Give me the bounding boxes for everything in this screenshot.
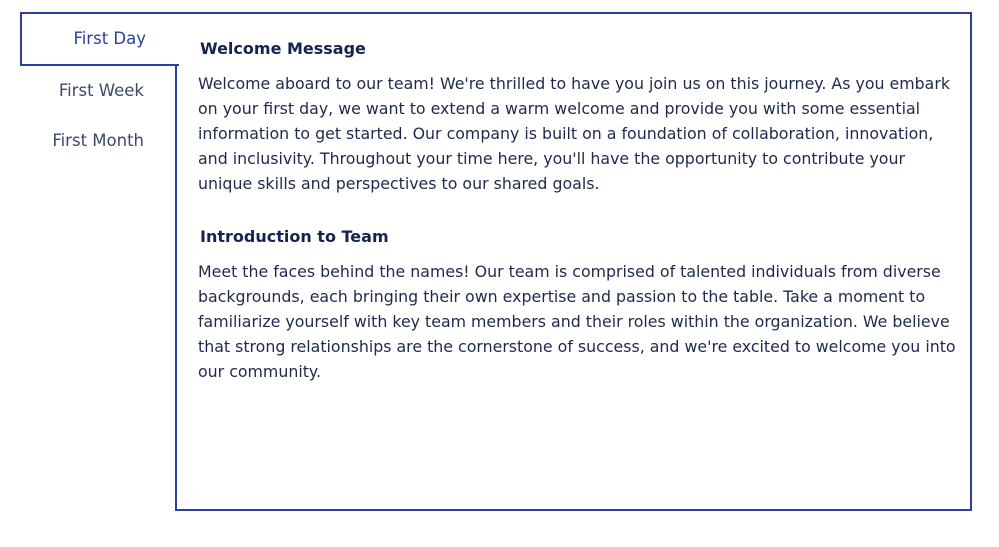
section-body: Welcome aboard to our team! We're thrilled to have you join us on this journey. As you embark on your first day, we want to extend a warm welcome and provide you with some essential information to get started. Our company is built on a foundation of collaboration, innovation, and inclusivity. Throughout your time here, you'll have the opportunity to contribute your unique skills and perspectives to our shared goals.: [198, 74, 950, 193]
section-body: Meet the faces behind the names! Our team is comprised of talented individuals from diverse backgrounds, each bringing their own expertise and passion to the table. Take a moment to familiarize yourself with key team members and their roles within the organization. We believe that strong relationships are the cornerstone of success, and we're excited to welcome you into our community.: [198, 262, 956, 381]
section-introduction-to-team: [198, 223, 958, 384]
tab-content: [198, 35, 958, 384]
tab-first-month[interactable]: First Month: [52, 131, 144, 150]
section-welcome-message: [198, 35, 958, 196]
tab-first-week[interactable]: First Week: [58, 81, 144, 100]
tab-list: [20, 12, 177, 166]
section-title: Welcome Message: [200, 39, 366, 58]
section-title: Introduction to Team: [200, 227, 389, 246]
tab-first-day[interactable]: First Day: [20, 12, 179, 66]
